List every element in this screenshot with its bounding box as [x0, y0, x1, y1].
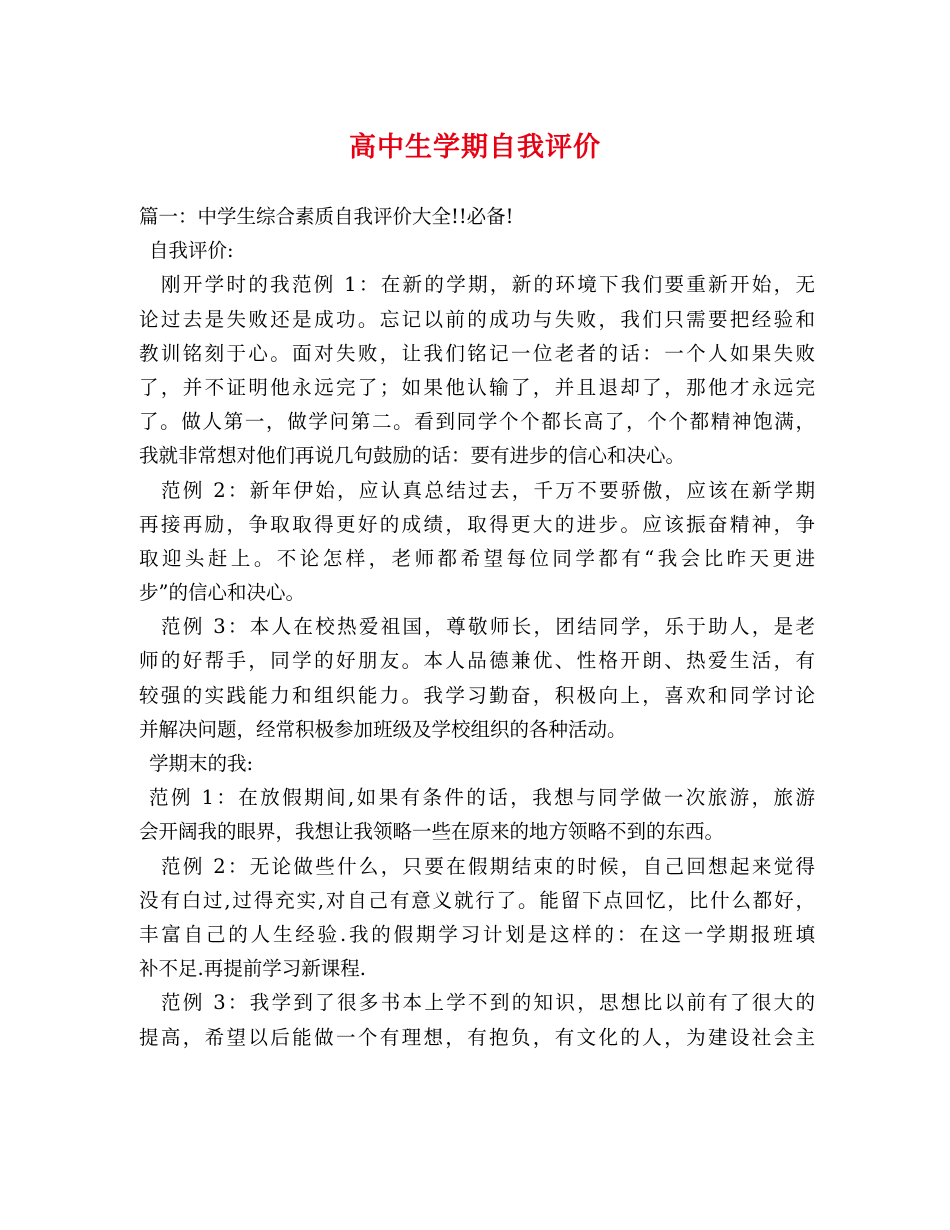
section-heading: 篇一：中学生综合素质自我评价大全!!必备!: [139, 205, 514, 228]
paragraph-line: 没有白过,过得充实,对自己有意义就行了。能留下点回忆，比什么都好，: [139, 888, 815, 912]
paragraph-line: 刚开学时的我范例 1：在新的学期，新的环境下我们要重新开始，无: [161, 273, 815, 297]
paragraph-line: 范例 2：无论做些什么，只要在假期结束的时候，自己回想起来觉得: [161, 854, 815, 878]
paragraph-line: 我就非常想对他们再说几句鼓励的话：要有进步的信心和决心。: [139, 444, 686, 468]
paragraph-line: 范例 3：我学到了很多书本上学不到的知识，思想比以前有了很大的: [161, 991, 815, 1015]
paragraph-line: 步”的信心和决心。: [139, 581, 305, 605]
paragraph-line: 教训铭刻于心。面对失败，让我们铭记一位老者的话：一个人如果失败: [139, 341, 815, 365]
paragraph-line: 补不足.再提前学习新课程.: [139, 957, 366, 981]
paragraph-line: 范例 3：本人在校热爱祖国，尊敬师长，团结同学，乐于助人，是老: [161, 615, 815, 639]
paragraph-line: 提高，希望以后能做一个有理想，有抱负，有文化的人，为建设社会主: [139, 1025, 815, 1049]
paragraph-line: 会开阔我的眼界，我想让我领略一些在原来的地方领略不到的东西。: [139, 820, 725, 844]
paragraph-line: 较强的实践能力和组织能力。我学习勤奋，积极向上，喜欢和同学讨论: [139, 683, 815, 707]
paragraph-line: 取迎头赶上。不论怎样，老师都希望每位同学都有“我会比昨天更进: [139, 546, 815, 570]
document-title: 高中生学期自我评价: [349, 132, 601, 163]
paragraph-line: 了。做人第一，做学问第二。看到同学个个都长高了，个个都精神饱满，: [139, 410, 815, 434]
document-body: [139, 200, 815, 1055]
subheading: 自我评价:: [149, 239, 234, 263]
paragraph-line: 范例 2：新年伊始，应认真总结过去，千万不要骄傲，应该在新学期: [161, 478, 815, 502]
paragraph-line: 丰富自己的人生经验.我的假期学习计划是这样的：在这一学期报班填: [139, 922, 815, 946]
paragraph-line: 论过去是失败还是成功。忘记以前的成功与失败，我们只需要把经验和: [139, 307, 815, 331]
paragraph-line: 师的好帮手，同学的好朋友。本人品德兼优、性格开朗、热爱生活，有: [139, 649, 815, 673]
paragraph-line: 并解决问题，经常积极参加班级及学校组织的各种活动。: [139, 717, 627, 741]
paragraph-line: 再接再励，争取取得更好的成绩，取得更大的进步。应该振奋精神，争: [139, 512, 815, 536]
subheading: 学期末的我:: [149, 752, 254, 775]
paragraph-line: 范例 1：在放假期间,如果有条件的话，我想与同学做一次旅游，旅游: [149, 786, 815, 810]
paragraph-line: 了，并不证明他永远完了；如果他认输了，并且退却了，那他才永远完: [139, 375, 815, 399]
